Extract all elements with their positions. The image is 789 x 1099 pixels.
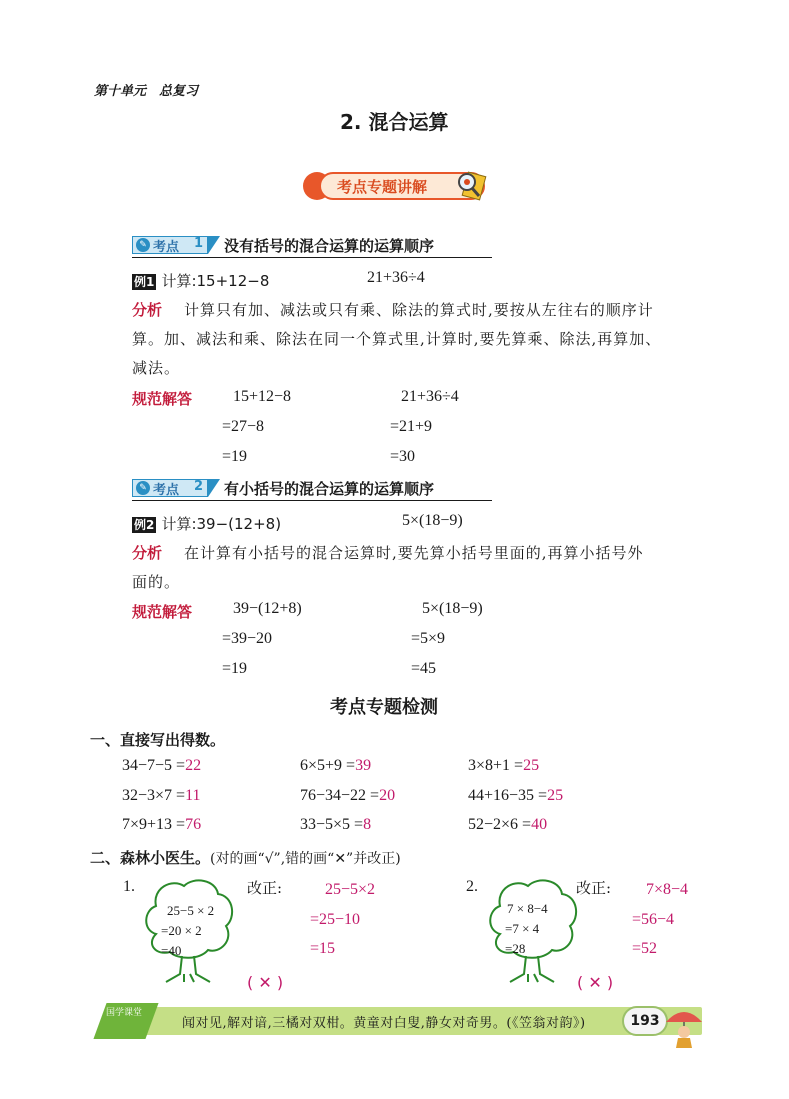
q2-heading: 二、森林小医生。(对的画“√”,错的画“✕”并改正) [90, 849, 401, 867]
tree-calc-line: =28 [505, 941, 526, 956]
pencil-icon: ✎ [136, 238, 150, 252]
solution-step: 21+36÷4 [401, 388, 459, 405]
tree-calc-line: =20 × 2 [161, 923, 202, 938]
analysis-line: 算。加、减法和乘、除法在同一个算式里,计算时,要先算乘、除法,再算加、 [132, 330, 662, 348]
judge-mark: ( ✕ ) [577, 973, 614, 992]
q1-item: 33−5×5 =8 [300, 816, 372, 833]
solution-step: =19 [222, 660, 248, 677]
solution-step: 39−(12+8) [233, 600, 302, 617]
banner-text: 考点专题讲解 [337, 178, 428, 196]
test-title: 考点专题检测 [330, 697, 438, 718]
footer-band [82, 1003, 712, 1043]
solution-step: =30 [390, 448, 416, 465]
solution-step: =27−8 [222, 418, 265, 435]
solution-step: 5×(18−9) [422, 600, 483, 617]
q1-item: 44+16−35 =25 [468, 787, 564, 804]
solution-step: 15+12−8 [233, 388, 292, 405]
footer-quote: 闻对见,解对谙,三橘对双柑。黄童对白叟,静女对奇男。(《笠翁对韵》) [182, 1016, 586, 1031]
page-number: 193 [622, 1006, 668, 1036]
judge-mark: ( ✕ ) [247, 973, 284, 992]
analysis-line: 减法。 [132, 359, 181, 377]
page-title: 2. 混合运算 [340, 110, 449, 134]
solution-step: =21+9 [390, 418, 433, 435]
example-label: 例2 [134, 518, 155, 532]
solution-step: =39−20 [222, 630, 273, 647]
point2-underline [132, 500, 492, 501]
analysis-line: 计算只有加、减法或只有乘、除法的算式时,要按从左往右的顺序计 [184, 301, 654, 319]
fix-label: 改正: [576, 879, 612, 897]
tree-calc-line: 7 × 8−4 [507, 901, 548, 916]
q1-item: 32−3×7 =11 [122, 787, 201, 804]
tree-calc-line: =7 × 4 [505, 921, 540, 936]
solution-step: =5×9 [411, 630, 446, 647]
example-label: 例1 [134, 275, 155, 289]
fix-line: 7×8−4 [646, 881, 689, 898]
solution-step: =45 [411, 660, 437, 677]
answer-label: 规范解答 [132, 603, 193, 621]
point1-title: 没有括号的混合运算的运算顺序 [224, 237, 435, 255]
q1-item: 7×9+13 =76 [122, 816, 202, 833]
example2: 例2 计算:39−(12+8) [134, 515, 282, 533]
unit-header: 第十单元 总复习 [94, 84, 199, 99]
q1-heading: 一、直接写出得数。 [90, 731, 226, 749]
q1-item: 6×5+9 =39 [300, 757, 372, 774]
pencil-icon: ✎ [136, 481, 150, 495]
analysis-line: 在计算有小括号的混合运算时,要先算小括号里面的,再算小括号外 [184, 544, 644, 562]
fix-line: =52 [632, 940, 658, 957]
footer-tab: 国学课堂 [106, 1008, 143, 1018]
q1-item: 3×8+1 =25 [468, 757, 540, 774]
fix-line: 25−5×2 [325, 881, 376, 898]
point2-title: 有小括号的混合运算的运算顺序 [224, 480, 435, 498]
magnifier-icon [453, 168, 489, 204]
q2-item-number: 1. [123, 878, 135, 895]
answer-label: 规范解答 [132, 390, 193, 408]
example1-second: 21+36÷4 [367, 269, 425, 286]
q1-item: 52−2×6 =40 [468, 816, 548, 833]
solution-step: =19 [222, 448, 248, 465]
q2-item-number: 2. [466, 878, 478, 895]
umbrella-girl-icon [662, 1002, 706, 1050]
analysis-label: 分析 [132, 301, 163, 319]
example2-second: 5×(18−9) [402, 512, 463, 529]
tree-calc-line: 25−5 × 2 [167, 903, 215, 918]
fix-line: =56−4 [632, 911, 675, 928]
tree-calc-line: =40 [161, 943, 182, 958]
example1: 例1 计算:15+12−8 [134, 272, 270, 290]
q1-item: 34−7−5 =22 [122, 757, 202, 774]
point1-underline [132, 257, 492, 258]
section-banner [303, 168, 503, 204]
fix-line: =25−10 [310, 911, 361, 928]
analysis-line: 面的。 [132, 573, 181, 591]
fix-line: =15 [310, 940, 336, 957]
q1-item: 76−34−22 =20 [300, 787, 396, 804]
fix-label: 改正: [247, 879, 283, 897]
analysis-label: 分析 [132, 544, 163, 562]
